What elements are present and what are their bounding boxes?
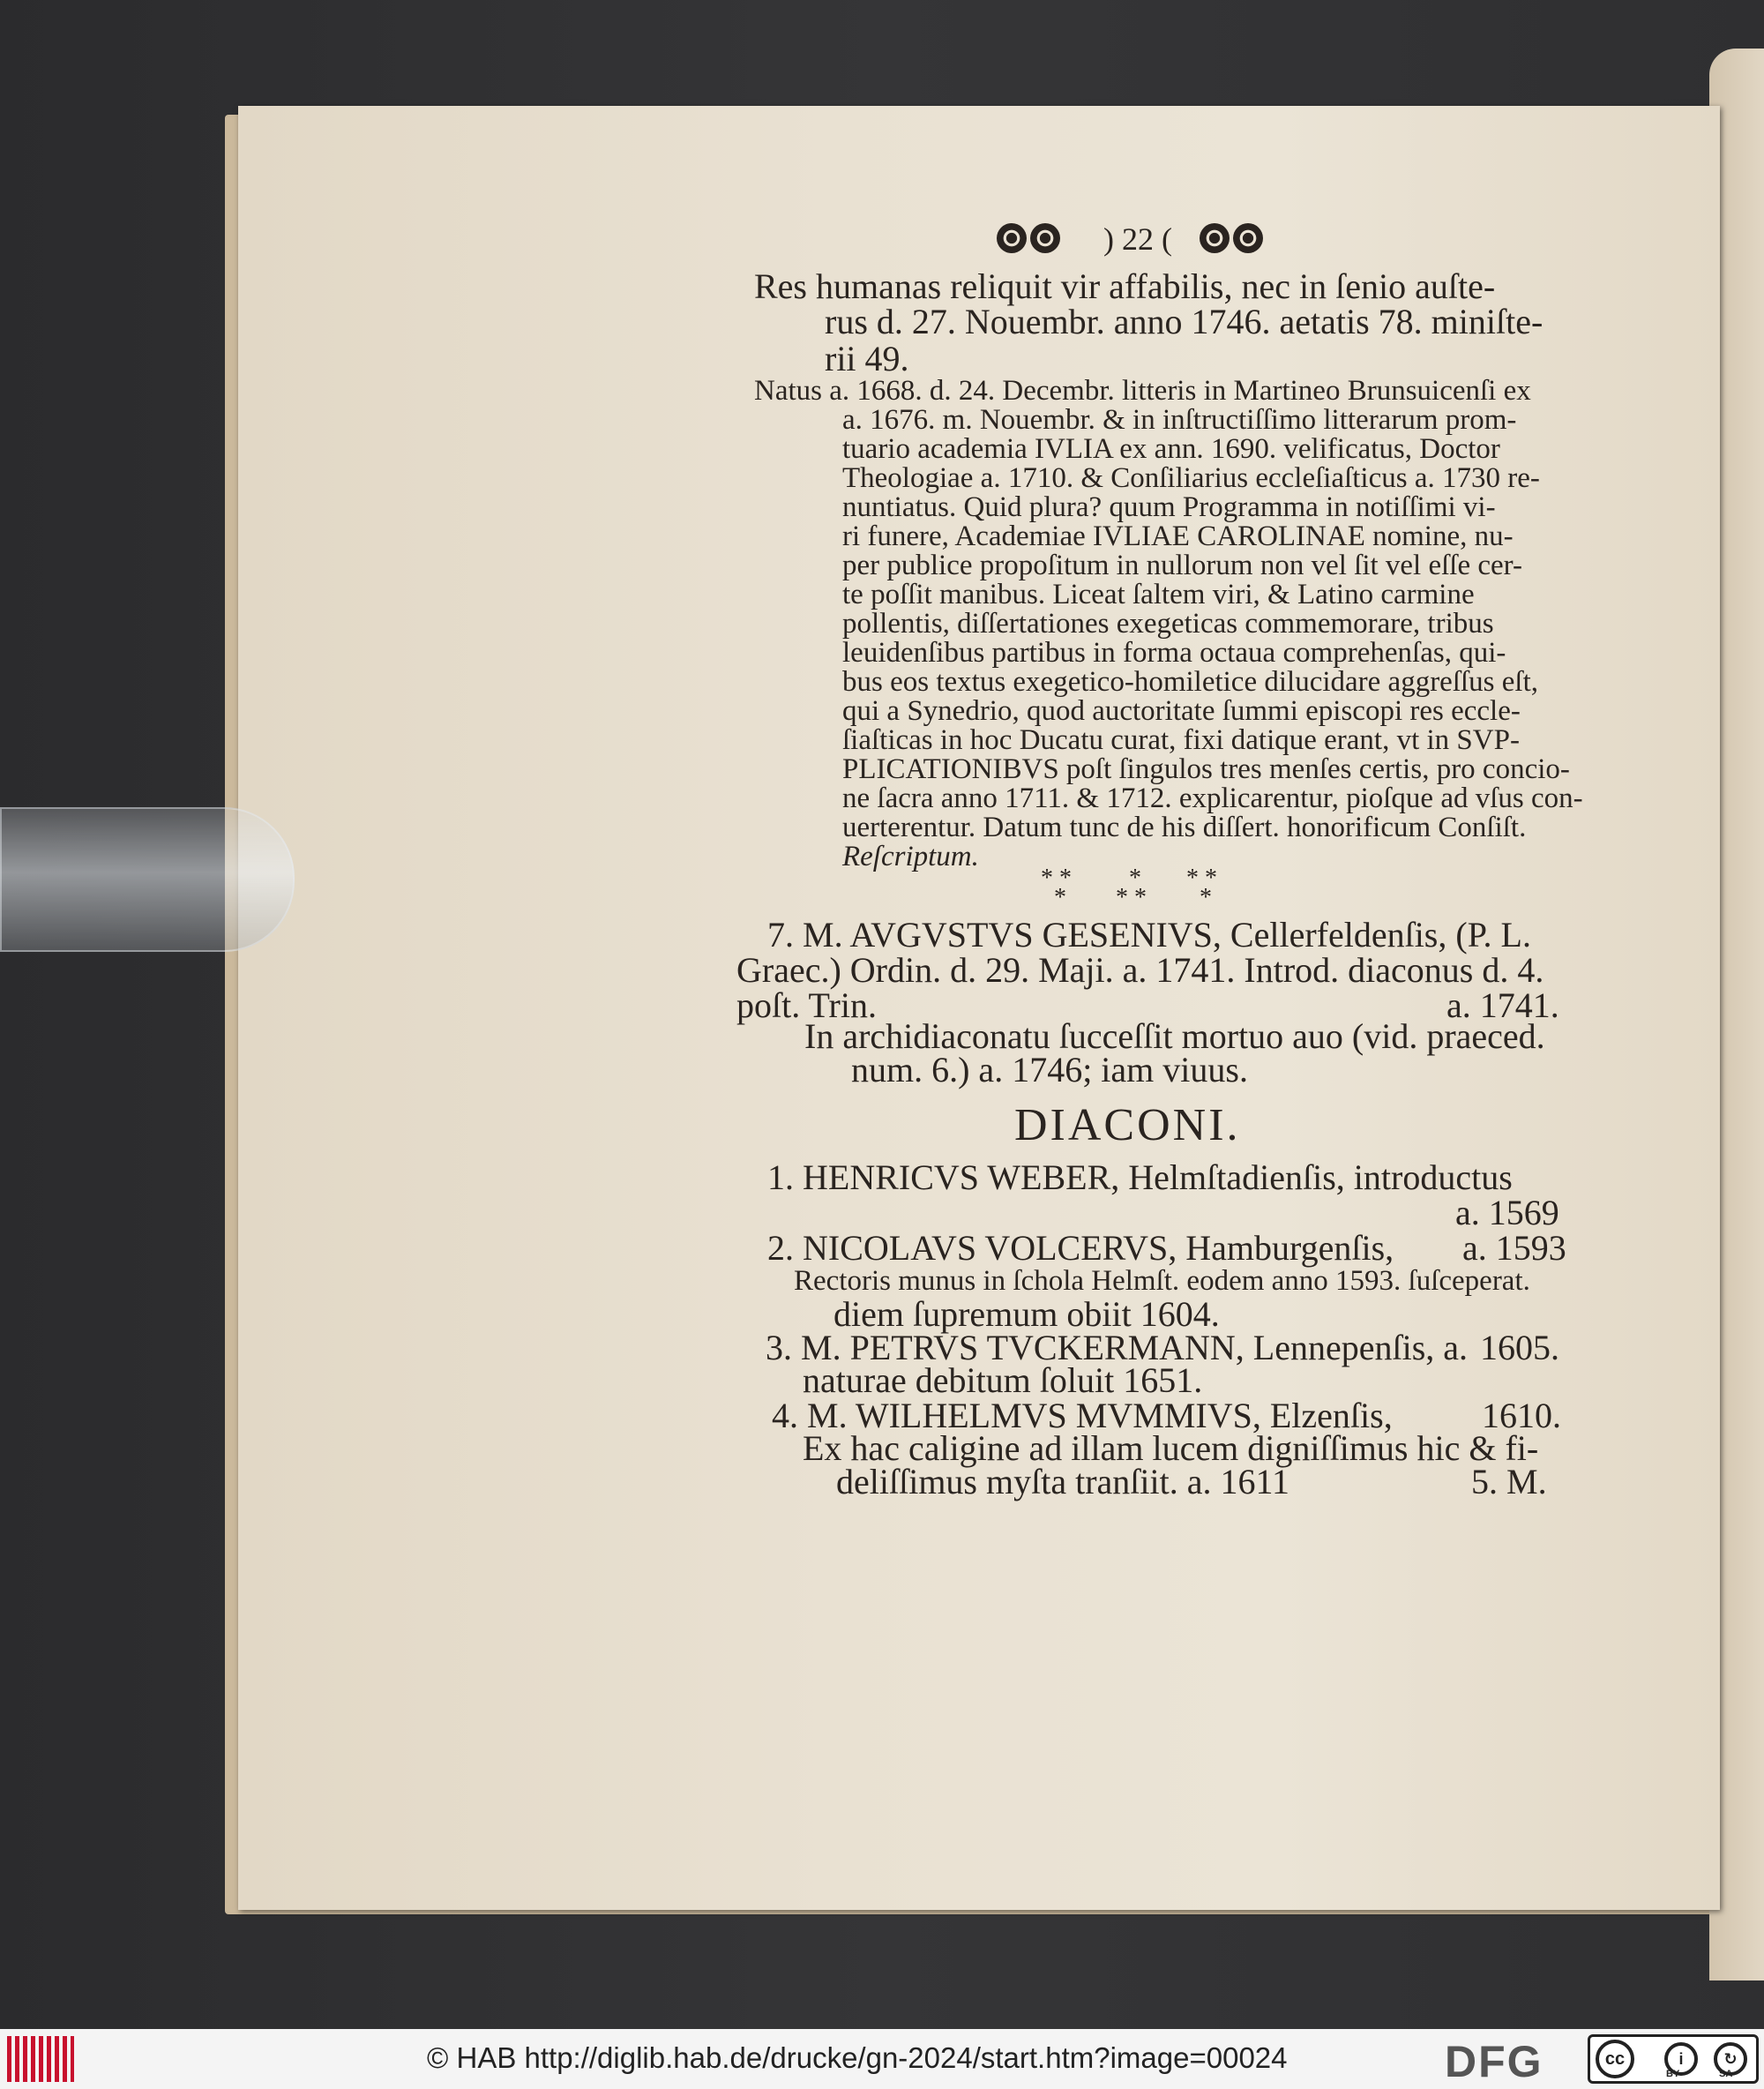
text-line: Graec.) Ordin. d. 29. Maji. a. 1741. Introd. diaconus d. 4. bbox=[736, 950, 1544, 990]
text-line: a. 1593 bbox=[1462, 1228, 1566, 1268]
by-icon: i bbox=[1664, 2042, 1698, 2076]
text-line: 3. M. PETRVS TVCKERMANN, Lennepenſis, a. bbox=[766, 1328, 1469, 1367]
text-line: 2. NICOLAVS VOLCERVS, Hamburgenſis, bbox=[767, 1228, 1394, 1268]
text-line: Res humanas reliquit vir affabilis, nec in ſenio auſte- bbox=[754, 266, 1496, 306]
text-line: te poſſit manibus. Liceat ſaltem viri, & Latino carmine bbox=[842, 579, 1475, 610]
text-line: pollentis, diſſertationes exegeticas commemorare, tribus bbox=[842, 608, 1494, 640]
text-line: ne ſacra anno 1711. & 1712. explicarentur, pioſque ad vſus con- bbox=[842, 782, 1583, 814]
sa-label: SA bbox=[1719, 2069, 1733, 2079]
text-line: ſiaſticas in hoc Ducatu curat, fixi datique erant, vt in SVP- bbox=[842, 724, 1520, 756]
text-line: 5. M. bbox=[1471, 1462, 1547, 1501]
hab-logo-icon[interactable] bbox=[7, 2036, 74, 2082]
flower-ornament-icon bbox=[1030, 223, 1060, 253]
text-line: deliſſimus myſta tranſiit. a. 1611 bbox=[836, 1462, 1290, 1501]
text-line: 4. M. WILHELMVS MVMMIVS, Elzenſis, bbox=[772, 1396, 1393, 1435]
by-label: BY bbox=[1666, 2069, 1680, 2079]
text-line: rus d. 27. Nouembr. anno 1746. aetatis 78. miniſte- bbox=[825, 302, 1544, 341]
text-line: 7. M. AVGVSTVS GESENIVS, Cellerfeldenſis, (P. L. bbox=[767, 915, 1531, 955]
text-line: a. 1741. bbox=[1446, 985, 1559, 1025]
text-line: a. 1676. m. Nouembr. & in inſtructiſſimo litterarum prom- bbox=[842, 404, 1517, 436]
text-line: PLICATIONIBVS poſt ſingulos tres menſes certis, pro concio- bbox=[842, 753, 1570, 785]
flower-ornament-icon bbox=[997, 223, 1027, 253]
text-line: bus eos textus exegetico-homiletice dilucidare aggreſſus eſt, bbox=[842, 666, 1538, 698]
glass-page-holder bbox=[0, 807, 295, 952]
cc-icon: cc bbox=[1596, 2040, 1634, 2078]
text-line: diem ſupremum obiit 1604. bbox=[833, 1294, 1220, 1334]
viewer-footer bbox=[0, 2029, 1764, 2089]
flower-ornament-icon bbox=[1200, 223, 1230, 253]
text-line: a. 1569 bbox=[1455, 1193, 1559, 1232]
text-line: per publice propoſitum in nullorum non vel ſit vel eſſe cer- bbox=[842, 550, 1522, 581]
text-line: poſt. Trin. bbox=[736, 985, 877, 1025]
section-heading: DIACONI. bbox=[1014, 1100, 1241, 1150]
text-line: naturae debitum ſoluit 1651. bbox=[803, 1360, 1203, 1400]
text-line: tuario academia IVLIA ex ann. 1690. velificatus, Doctor bbox=[842, 433, 1500, 465]
text-line: 1605. bbox=[1480, 1328, 1559, 1367]
text-line: Ex hac caligine ad illam lucem digniſſimus hic & fi- bbox=[803, 1428, 1539, 1468]
text-line: Natus a. 1668. d. 24. Decembr. litteris in Martineo Brunsuicenſi ex bbox=[754, 375, 1531, 407]
dfg-logo[interactable]: DFG bbox=[1445, 2037, 1544, 2086]
text-line: 1610. bbox=[1482, 1396, 1561, 1435]
text-line: nuntiatus. Quid plura? quum Programma in notiſſimi vi- bbox=[842, 491, 1496, 523]
asterism-divider: * * * * * * * * * bbox=[1041, 865, 1217, 911]
page-number: ) 22 ( bbox=[1103, 221, 1172, 257]
text-line: Rectoris munus in ſchola Helmſt. eodem anno 1593. ſuſceperat. bbox=[794, 1265, 1530, 1297]
flower-ornament-icon bbox=[1233, 223, 1263, 253]
text-line: In archidiaconatu ſucceſſit mortuo auo (vid. praeced. bbox=[804, 1016, 1545, 1056]
text-line: Theologiae a. 1710. & Conſiliarius eccleſiaſticus a. 1730 re- bbox=[842, 462, 1540, 494]
source-url[interactable]: © HAB http://diglib.hab.de/drucke/gn-2024/start.htm?image=00024 bbox=[427, 2041, 1288, 2074]
text-line: ri funere, Academiae IVLIAE CAROLINAE nomine, nu- bbox=[842, 520, 1514, 552]
page-header bbox=[997, 223, 1279, 258]
text-line: rii 49. bbox=[825, 339, 909, 378]
text-line: 1. HENRICVS WEBER, Helmſtadienſis, introductus bbox=[767, 1157, 1513, 1197]
text-line: leuidenſibus partibus in forma octaua comprehenſas, qui- bbox=[842, 637, 1506, 669]
text-line: uerterentur. Datum tunc de his diſſert. honorificum Conſiſt. bbox=[842, 812, 1527, 843]
text-line: num. 6.) a. 1746; iam viuus. bbox=[851, 1050, 1248, 1089]
text-line: Reſcriptum. bbox=[842, 841, 979, 872]
cc-license-badge[interactable] bbox=[1588, 2034, 1759, 2084]
sa-icon: ↻ bbox=[1714, 2042, 1747, 2076]
text-line: qui a Synedrio, quod auctoritate ſummi episcopi res eccle- bbox=[842, 695, 1521, 727]
